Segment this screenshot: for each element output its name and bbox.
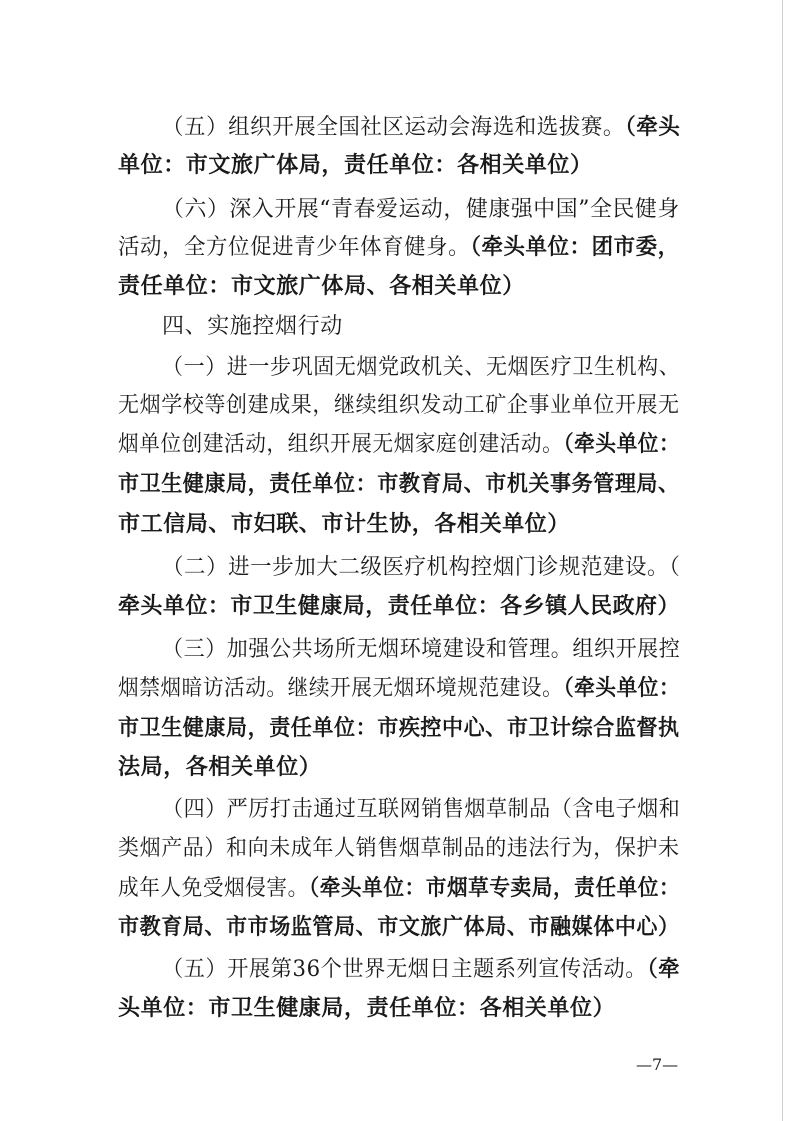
responsibility-text: （牵 — [647, 957, 680, 982]
responsibility-text: （牵头单位：市烟草专卖局，责任单位： — [308, 876, 681, 901]
body-text: （五）开展第36个世界无烟日主题系列宣传活动。 — [162, 957, 648, 982]
body-text: 活动，全方位促进青少年体育健身。 — [118, 235, 471, 260]
paragraph-line — [118, 753, 321, 783]
scan-edge-line — [782, 0, 783, 1121]
responsibility-text: 单位：市文旅广体局，责任单位：各相关单位） — [118, 153, 593, 178]
body-text: 类烟产品）和向未成年人销售烟草制品的违法行为，保护未 — [118, 836, 680, 861]
paragraph-line — [118, 233, 680, 263]
page-number: —7— — [636, 1055, 679, 1074]
paragraph-line — [162, 195, 680, 225]
responsibility-text: 头单位：市卫生健康局，责任单位：各相关单位） — [118, 996, 616, 1021]
responsibility-text: （牵头单位： — [563, 676, 681, 701]
paragraph-line — [118, 391, 680, 421]
body-text: （一）进一步巩固无烟党政机关、无烟医疗卫生机构、 — [162, 355, 681, 380]
responsibility-text: 牵头单位：市卫生健康局，责任单位：各乡镇人民政府） — [118, 594, 681, 619]
paragraph-line — [118, 674, 680, 704]
responsibility-text: 市工信局、市妇联、市计生协，各相关单位） — [118, 512, 571, 537]
paragraph-line — [162, 635, 680, 665]
responsibility-text: （牵头单位：团市委， — [470, 235, 680, 260]
paragraph-line — [118, 510, 570, 540]
paragraph-line — [162, 113, 680, 143]
paragraph-line — [118, 834, 680, 864]
paragraph-line — [118, 272, 525, 302]
section-heading — [162, 312, 343, 342]
body-text: （五）组织开展全国社区运动会海选和选拔赛。 — [162, 115, 625, 140]
paragraph-line — [118, 913, 680, 943]
body-text: （六）深入开展“青春爱运动，健康强中国”全民健身 — [162, 197, 680, 222]
body-text: 烟禁烟暗访活动。继续开展无烟环境规范建设。 — [118, 676, 564, 701]
responsibility-text: （牵头 — [624, 115, 681, 140]
body-text: （四）严厉打击通过互联网销售烟草制品（含电子烟和 — [162, 797, 681, 822]
responsibility-text: 市卫生健康局，责任单位：市疾控中心、市卫计综合监督执 — [118, 716, 680, 741]
paragraph-line — [162, 553, 680, 583]
responsibility-text: 市卫生健康局，责任单位：市教育局、市机关事务管理局、 — [118, 472, 680, 497]
body-text: 成年人免受烟侵害。 — [118, 876, 309, 901]
responsibility-text: （牵头单位： — [563, 432, 681, 457]
paragraph-line — [162, 955, 680, 985]
body-text: （二）进一步加大二级医疗机构控烟门诊规范建设。（ — [162, 555, 681, 580]
responsibility-text: 责任单位：市文旅广体局、各相关单位） — [118, 274, 525, 299]
paragraph-line — [118, 994, 615, 1024]
body-text: （三）加强公共场所无烟环境建设和管理。组织开展控 — [162, 637, 681, 662]
paragraph-line — [118, 714, 680, 744]
paragraph-line — [118, 874, 680, 904]
body-text: 无烟学校等创建成果，继续组织发动工矿企事业单位开展无 — [118, 393, 680, 418]
paragraph-line — [162, 795, 680, 825]
paragraph-line — [162, 353, 680, 383]
responsibility-text: 市教育局、市市场监管局、市文旅广体局、市融媒体中心） — [118, 915, 680, 940]
responsibility-text: 法局，各相关单位） — [118, 755, 322, 780]
paragraph-line — [118, 430, 680, 460]
paragraph-line — [118, 592, 680, 622]
paragraph-line — [118, 151, 593, 181]
section-heading-text: 四、实施控烟行动 — [162, 314, 343, 339]
paragraph-line — [118, 470, 680, 500]
body-text: 烟单位创建活动，组织开展无烟家庭创建活动。 — [118, 432, 564, 457]
